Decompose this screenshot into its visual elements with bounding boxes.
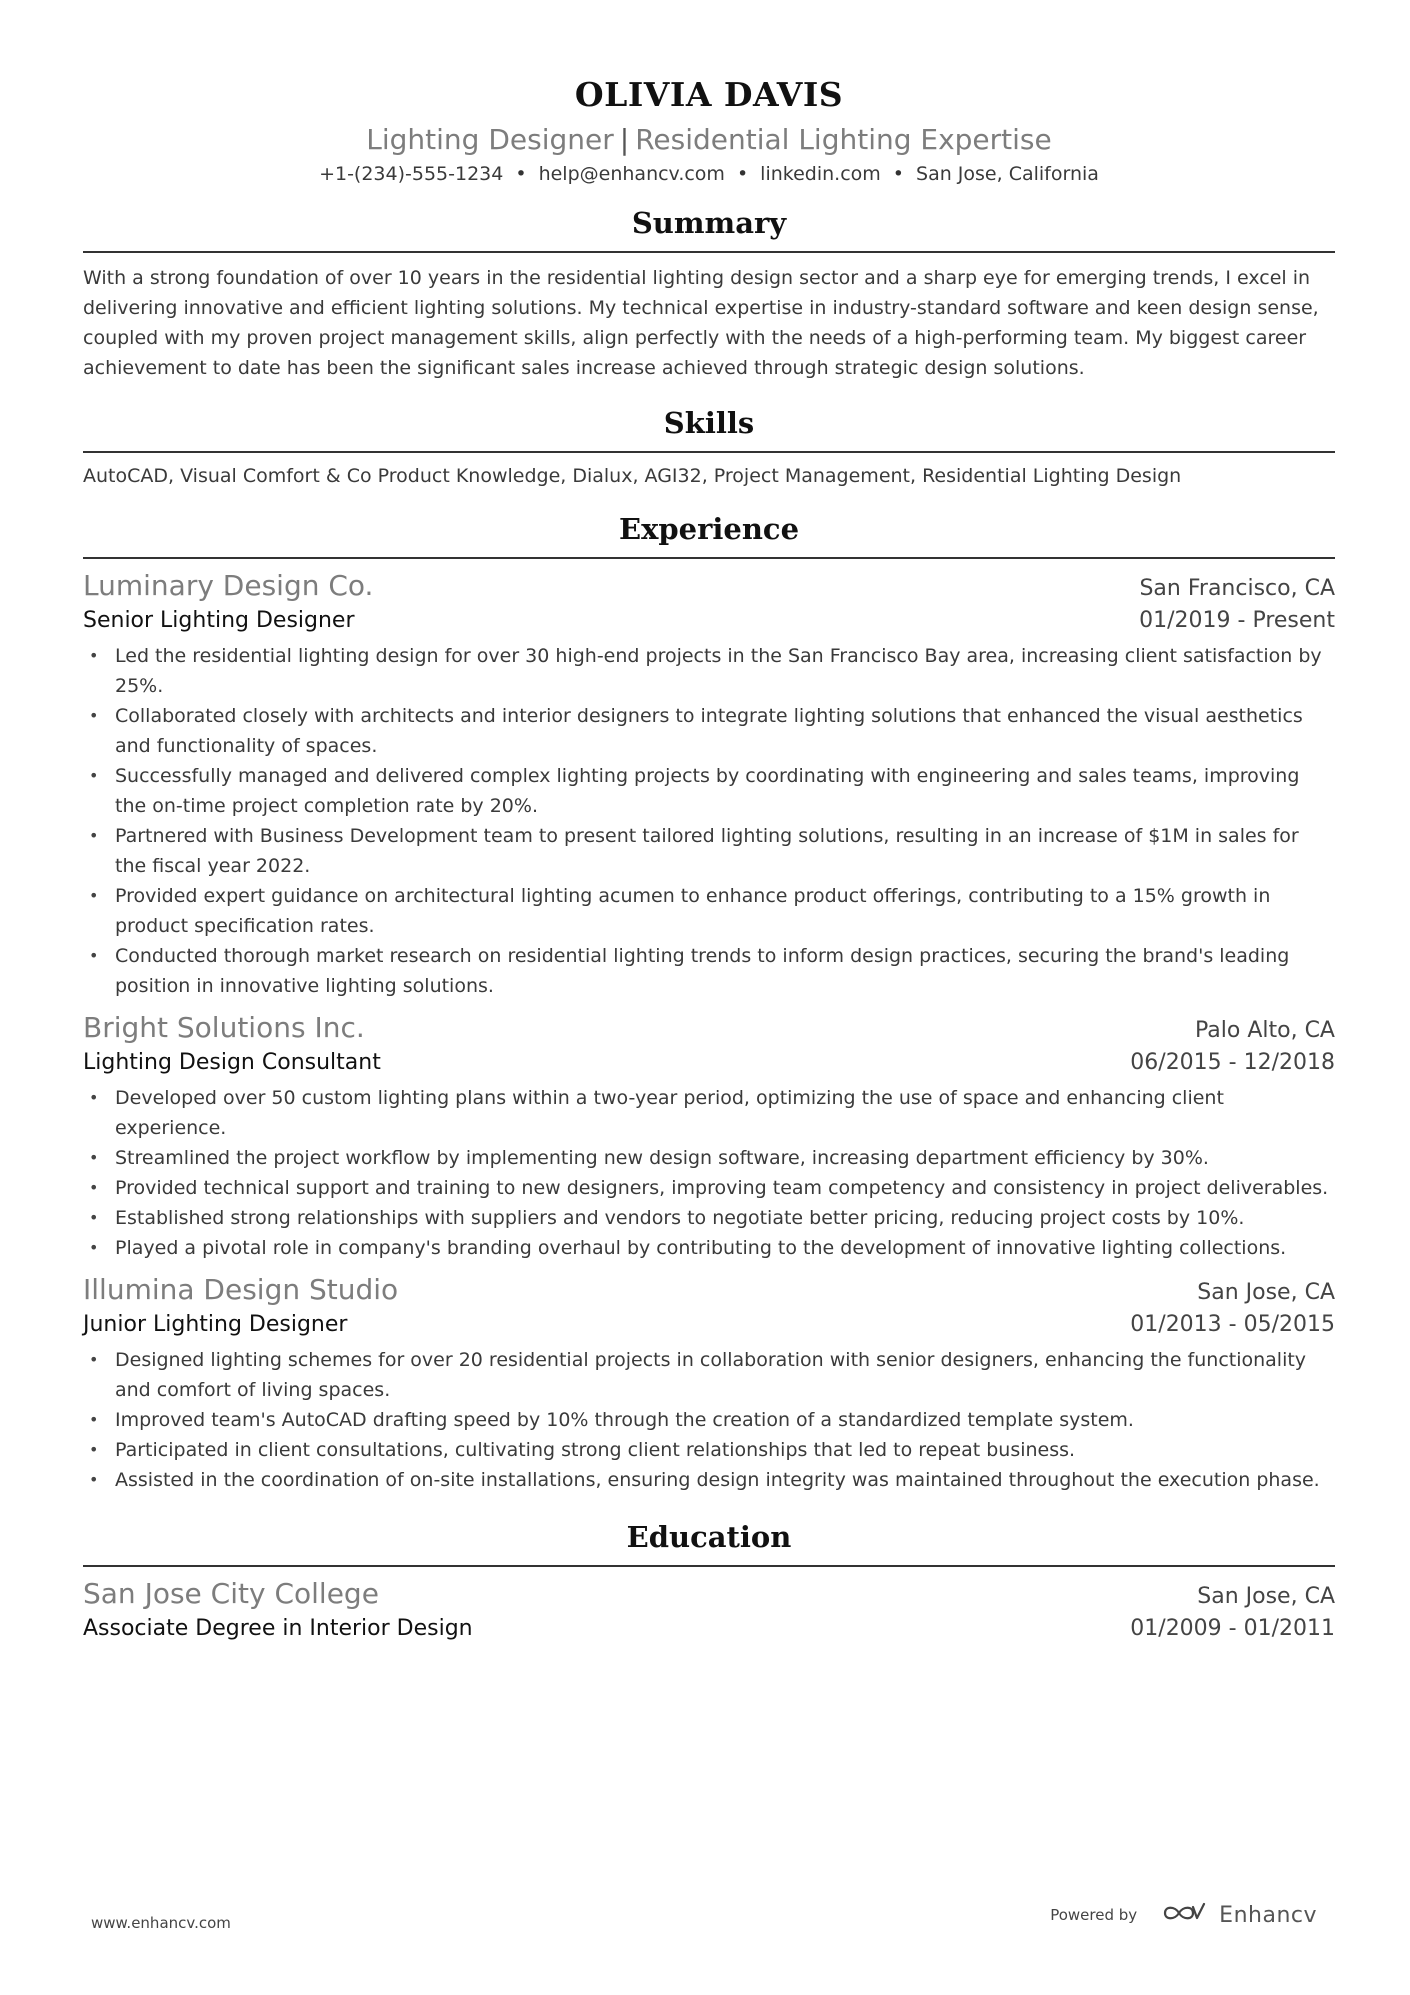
- achievement-item: • Provided expert guidance on architectural lighting acumen to enhance product offerings, contributing to a 15% growth in product specification rates.: [83, 881, 1335, 941]
- email-link[interactable]: help@enhancv.com: [538, 163, 725, 185]
- summary-text: With a strong foundation of over 10 years in the residential lighting design sector and a sharp eye for emerging trends, I excel in delivering innovative and efficient lighting solutions. My technical expertise in industry-standard software and keen design sense, coupled with my proven project management skills, align perfectly with the needs of a high-performing team. My biggest career achievement to date has been the significant sales increase achieved through strategic design solutions.: [83, 267, 1319, 379]
- section-divider: [83, 451, 1335, 453]
- section-divider: [83, 557, 1335, 559]
- contact-bullet: •: [515, 163, 527, 185]
- headline-separator: |: [619, 123, 630, 156]
- achievement-item: • Streamlined the project workflow by implementing new design software, increasing department efficiency by 30%.: [83, 1143, 1335, 1173]
- achievement-item: • Established strong relationships with suppliers and vendors to negotiate better pricing, reducing project costs by 10%.: [83, 1203, 1335, 1233]
- achievement-list: [83, 641, 1335, 1001]
- section-title-skills: Skills: [663, 406, 755, 440]
- job-dates: 06/2015 - 12/2018: [1130, 1050, 1335, 1075]
- achievement-item: • Conducted thorough market research on residential lighting trends to inform design practices, securing the brand's leading position in innovative lighting solutions.: [83, 941, 1335, 1001]
- enhancv-logo-icon: [1163, 1902, 1207, 1928]
- company-name: Illumina Design Studio: [83, 1273, 399, 1306]
- job-title: Junior Lighting Designer: [83, 1312, 348, 1337]
- candidate-name: OLIVIA DAVIS: [574, 75, 844, 114]
- experience-section: [83, 509, 1335, 1495]
- contact-bullet: •: [892, 163, 905, 185]
- skills-section: [83, 403, 1335, 491]
- section-title-experience: Experience: [618, 512, 800, 546]
- location: San Jose, California: [916, 163, 1099, 185]
- experience-entry: [83, 1009, 1335, 1263]
- school-location: San Jose, CA: [1197, 1584, 1335, 1609]
- section-title-summary: Summary: [631, 206, 787, 240]
- resume-header: [83, 70, 1335, 187]
- degree: Associate Degree in Interior Design: [83, 1616, 473, 1641]
- achievement-list: [83, 1083, 1335, 1263]
- experience-entry: [83, 567, 1335, 1001]
- achievement-list: [83, 1345, 1335, 1495]
- skills-text: AutoCAD, Visual Comfort & Co Product Knowledge, Dialux, AGI32, Project Management, Residential Lighting Design: [83, 465, 1182, 487]
- job-title: Lighting Design Consultant: [83, 1050, 381, 1075]
- achievement-item: • Provided technical support and training to new designers, improving team competency and consistency in project deliverables.: [83, 1173, 1335, 1203]
- job-dates: 01/2019 - Present: [1139, 608, 1335, 633]
- contact-bullet: •: [736, 163, 749, 185]
- achievement-item: • Partnered with Business Development team to present tailored lighting solutions, resulting in an increase of $1M in sales for the fiscal year 2022.: [83, 821, 1335, 881]
- section-divider: [83, 1565, 1335, 1567]
- education-entry: [83, 1575, 1335, 1645]
- school-name: San Jose City College: [83, 1577, 379, 1610]
- section-title-education: Education: [626, 1520, 792, 1554]
- achievement-item: • Successfully managed and delivered complex lighting projects by coordinating with engineering and sales teams, improving the on-time project completion rate by 20%.: [83, 761, 1335, 821]
- experience-entry: [83, 1271, 1335, 1495]
- achievement-item: • Developed over 50 custom lighting plans within a two-year period, optimizing the use of space and enhancing client experience.: [83, 1083, 1335, 1143]
- resume-page: [83, 70, 1335, 1645]
- company-name: Bright Solutions Inc.: [83, 1011, 365, 1044]
- job-title: Senior Lighting Designer: [83, 608, 355, 633]
- powered-by-label: Powered by: [1050, 1906, 1138, 1924]
- achievement-item: • Played a pivotal role in company's branding overhaul by contributing to the development of innovative lighting collections.: [83, 1233, 1335, 1263]
- education-section: [83, 1517, 1335, 1645]
- headline-subtitle: Residential Lighting Expertise: [635, 123, 1052, 156]
- achievement-item: • Improved team's AutoCAD drafting speed by 10% through the creation of a standardized template system.: [83, 1405, 1335, 1435]
- job-location: San Francisco, CA: [1139, 576, 1335, 601]
- job-location: San Jose, CA: [1197, 1280, 1335, 1305]
- achievement-item: • Designed lighting schemes for over 20 residential projects in collaboration with senior designers, enhancing the functionality and comfort of living spaces.: [83, 1345, 1335, 1405]
- company-name: Luminary Design Co.: [83, 569, 374, 602]
- linkedin-link[interactable]: linkedin.com: [760, 163, 881, 185]
- job-location: Palo Alto, CA: [1195, 1018, 1335, 1043]
- summary-section: [83, 203, 1335, 383]
- headline-title: Lighting Designer: [366, 123, 614, 156]
- section-divider: [83, 251, 1335, 253]
- education-dates: 01/2009 - 01/2011: [1130, 1616, 1335, 1641]
- phone: +1-(234)-555-1234: [319, 163, 504, 185]
- achievement-item: • Participated in client consultations, cultivating strong client relationships that led to repeat business.: [83, 1435, 1335, 1465]
- headline: [83, 120, 1335, 160]
- achievement-item: • Collaborated closely with architects and interior designers to integrate lighting solutions that enhanced the visual aesthetics and functionality of spaces.: [83, 701, 1335, 761]
- achievement-item: • Assisted in the coordination of on-site installations, ensuring design integrity was maintained throughout the execution phase.: [83, 1465, 1335, 1495]
- footer-website[interactable]: www.enhancv.com: [91, 1914, 231, 1932]
- contact-line: [83, 161, 1335, 187]
- achievement-item: • Led the residential lighting design for over 30 high-end projects in the San Francisco Bay area, increasing client satisfaction by 25%.: [83, 641, 1335, 701]
- footer-branding: [1050, 1902, 1317, 1928]
- brand-name: Enhancv: [1219, 1902, 1317, 1928]
- job-dates: 01/2013 - 05/2015: [1130, 1312, 1335, 1337]
